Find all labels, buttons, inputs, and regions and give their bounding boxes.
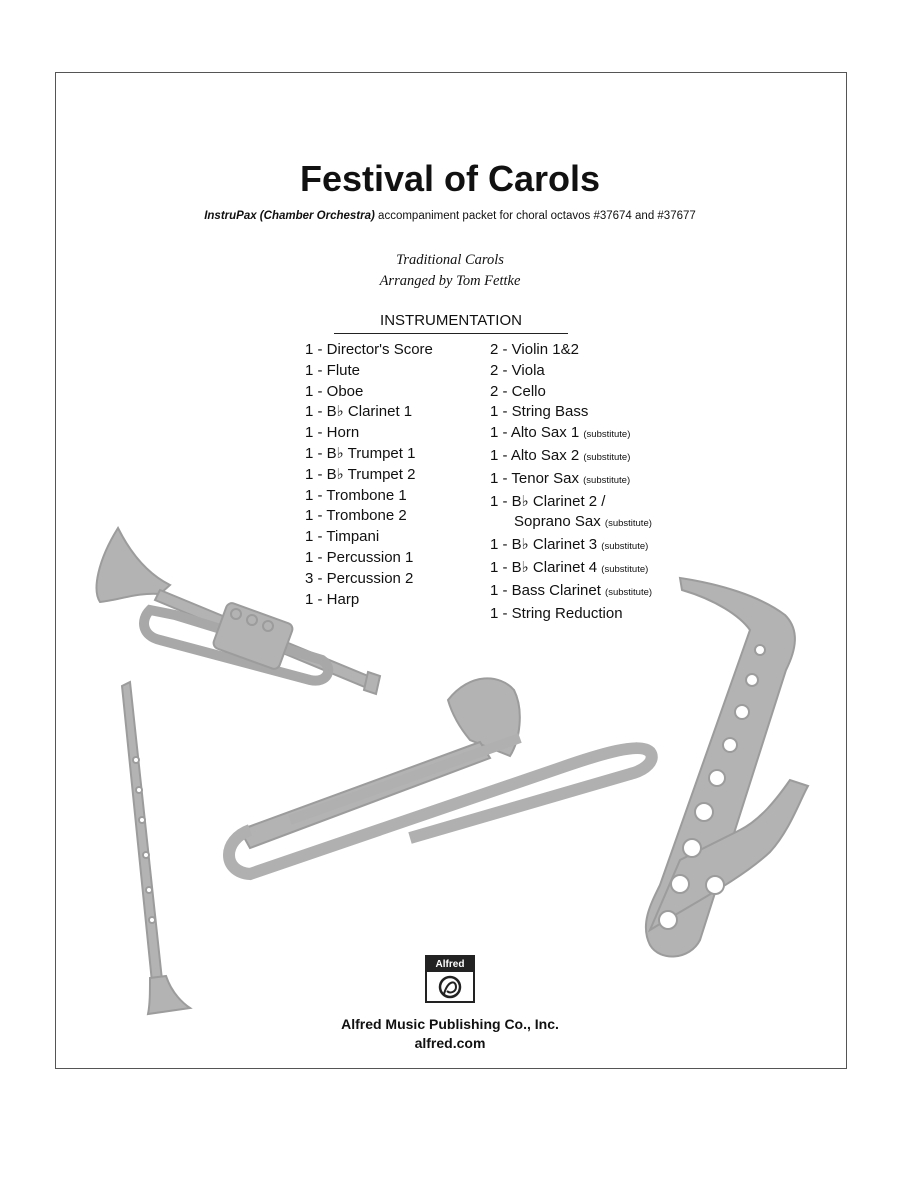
substitute-note: (substitute) bbox=[604, 518, 652, 530]
list-item: 3 - Percussion 2 bbox=[305, 569, 414, 587]
list-item bbox=[490, 512, 652, 535]
saxophone-icon bbox=[646, 578, 808, 956]
substitute-note: (substitute) bbox=[605, 586, 653, 598]
part-name: 1 - Alto Sax 2 bbox=[490, 446, 580, 464]
publisher-name: Alfred Music Publishing Co., Inc. bbox=[341, 1016, 559, 1032]
list-item: 1 - Harp bbox=[305, 590, 360, 608]
list-item bbox=[490, 423, 652, 446]
list-item bbox=[490, 382, 652, 403]
list-item bbox=[490, 604, 652, 625]
part-name: 1 - String Reduction bbox=[490, 604, 623, 622]
list-item bbox=[490, 558, 652, 581]
instrumentation-left-column bbox=[305, 340, 433, 610]
part-name: 1 - String Bass bbox=[490, 403, 589, 421]
part-name: 2 - Viola bbox=[490, 361, 545, 379]
list-item bbox=[490, 492, 652, 513]
product-name: InstruPax (Chamber Orchestra) bbox=[204, 210, 375, 222]
subtitle bbox=[0, 210, 900, 222]
arranger-credit: Arranged by Tom Fettke bbox=[379, 273, 521, 289]
part-name: Soprano Sax bbox=[514, 513, 601, 531]
substitute-note: (substitute) bbox=[583, 451, 631, 463]
list-item: 1 - B♭ Clarinet 1 bbox=[305, 403, 413, 421]
list-item: 1 - Percussion 1 bbox=[305, 548, 414, 566]
list-item bbox=[490, 361, 652, 382]
alfred-logo bbox=[425, 955, 475, 1003]
part-name: 2 - Violin 1&2 bbox=[490, 341, 579, 358]
list-item: 1 - B♭ Trumpet 2 bbox=[305, 465, 416, 483]
instrumentation-right-column bbox=[490, 340, 652, 624]
list-item: 1 - Flute bbox=[305, 361, 361, 379]
clarinet-icon bbox=[122, 682, 190, 1014]
substitute-note: (substitute) bbox=[583, 474, 631, 486]
list-item bbox=[490, 581, 652, 604]
trombone-icon bbox=[229, 678, 652, 874]
part-name: 1 - Alto Sax 1 bbox=[490, 424, 580, 442]
list-item bbox=[490, 469, 652, 492]
part-name: 2 - Cello bbox=[490, 382, 546, 400]
list-item bbox=[490, 402, 652, 423]
treble-clef-icon bbox=[430, 974, 470, 1000]
list-item: 1 - Horn bbox=[305, 424, 360, 442]
source-credit: Traditional Carols bbox=[396, 252, 504, 268]
substitute-note: (substitute) bbox=[583, 429, 631, 441]
substitute-note: (substitute) bbox=[601, 563, 649, 575]
instrumentation-heading: INSTRUMENTATION bbox=[334, 312, 568, 334]
list-item: 1 - Director's Score bbox=[305, 341, 433, 358]
list-item bbox=[490, 535, 652, 558]
credits bbox=[0, 250, 900, 292]
part-name: 1 - Bass Clarinet bbox=[490, 581, 601, 599]
part-name: 1 - B♭ Clarinet 3 bbox=[490, 536, 598, 554]
part-name: 1 - Tenor Sax bbox=[490, 469, 579, 487]
list-item bbox=[490, 340, 652, 361]
substitute-note: (substitute) bbox=[601, 541, 649, 553]
list-item: 1 - Oboe bbox=[305, 382, 364, 400]
list-item: 1 - Trombone 2 bbox=[305, 507, 407, 525]
page-title: Festival of Carols bbox=[299, 158, 601, 199]
list-item: 1 - B♭ Trumpet 1 bbox=[305, 444, 416, 462]
website-link[interactable]: alfred.com bbox=[414, 1035, 486, 1051]
logo-wordmark: Alfred bbox=[427, 957, 473, 972]
list-item: 1 - Timpani bbox=[305, 528, 380, 546]
product-description: accompaniment packet for choral octavos #37674 and #37677 bbox=[378, 210, 696, 222]
part-name: 1 - B♭ Clarinet 2 / bbox=[490, 492, 606, 510]
part-name: 1 - B♭ Clarinet 4 bbox=[490, 558, 598, 576]
list-item: 1 - Trombone 1 bbox=[305, 486, 407, 504]
list-item bbox=[490, 446, 652, 469]
